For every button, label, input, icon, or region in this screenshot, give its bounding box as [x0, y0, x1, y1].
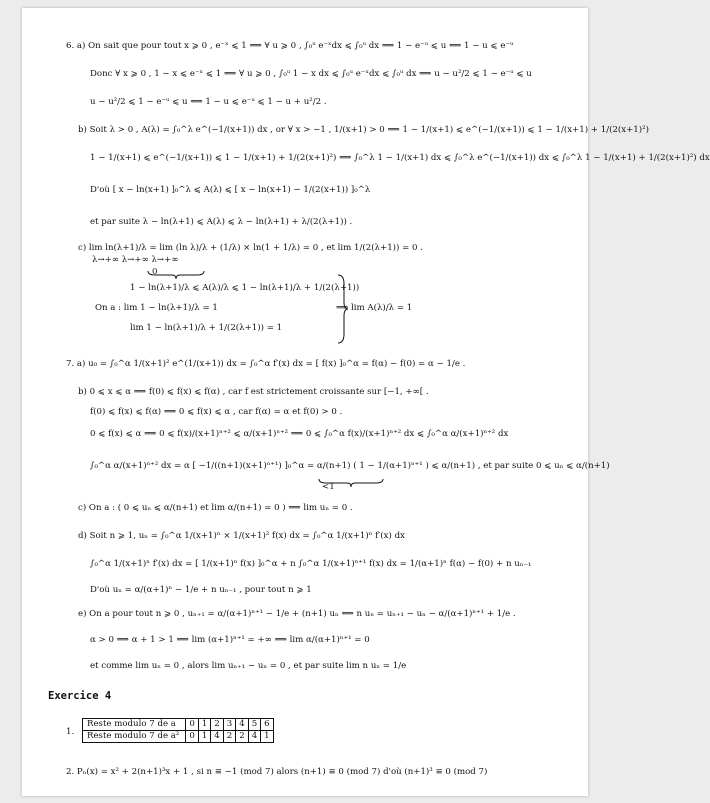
table-cell: 0: [186, 731, 198, 743]
table-cell: 2: [223, 731, 235, 743]
math-line: et par suite λ − ln(λ+1) ⩽ A(λ) ⩽ λ − ln(λ+1) + λ/(2(λ+1)) .: [90, 217, 353, 227]
table-cell: 0: [186, 719, 198, 731]
item-number: 1.: [66, 727, 75, 737]
math-line: Donc ∀ x ⩾ 0 , 1 − x ⩽ e⁻ˣ ⩽ 1 ⟹ ∀ u ⩾ 0 , ∫₀ᵘ 1 − x dx ⩽ ∫₀ᵘ e⁻ˣdx ⩽ ∫₀ᵘ dx ⟹ u − u²/2 ⩽ 1 − e⁻ᵘ ⩽ u: [90, 69, 532, 79]
table-cell: 3: [223, 719, 235, 731]
table-cell: 4: [236, 719, 248, 731]
table-cell: 6: [261, 719, 273, 731]
math-line: c) On a : ( 0 ⩽ uₙ ⩽ α/(n+1) et lim α/(n+1) = 0 ) ⟹ lim uₙ = 0 .: [78, 503, 353, 513]
table-cell: 1: [198, 719, 210, 731]
math-line: d) Soit n ⩾ 1, uₙ = ∫₀^α 1/(x+1)ⁿ × 1/(x+1)² f(x) dx = ∫₀^α 1/(x+1)ⁿ f′(x) dx: [78, 531, 405, 541]
table-cell: 2: [211, 719, 223, 731]
math-line: 0 ⩽ f(x) ⩽ α ⟹ 0 ⩽ f(x)/(x+1)ⁿ⁺² ⩽ α/(x+1)ⁿ⁺² ⟹ 0 ⩽ ∫₀^α f(x)/(x+1)ⁿ⁺² dx ⩽ ∫₀^α α/(x+1)ⁿ⁺² dx: [90, 429, 509, 439]
math-line: 2. Pₙ(x) = x² + 2(n+1)³x + 1 , si n ≡ −1 (mod 7) alors (n+1) ≡ 0 (mod 7) d'où (n+1)³ ≡ 0 (mod 7): [66, 767, 488, 777]
math-line: λ→+∞ λ→+∞ λ→+∞: [92, 255, 179, 265]
table-row: [83, 719, 274, 731]
math-line: b) Soit λ > 0 , A(λ) = ∫₀^λ e^(−1/(x+1)) dx , or ∀ x > −1 , 1/(x+1) > 0 ⟹ 1 − 1/(x+1) ⩽ e^(−1/(x+1)) ⩽ 1 − 1/(x+1) + 1/(2(x+1)²): [78, 125, 649, 135]
table-row: [83, 731, 274, 743]
math-line: 1 − 1/(x+1) ⩽ e^(−1/(x+1)) ⩽ 1 − 1/(x+1) + 1/(2(x+1)²) ⟹ ∫₀^λ 1 − 1/(x+1) dx ⩽ ∫₀^λ e^(−1/(x+1)) dx ⩽ ∫₀^λ 1 − 1/(x+1) + 1/(2(x+1)²) dx: [90, 153, 710, 163]
math-line: 1 − ln(λ+1)/λ ⩽ A(λ)/λ ⩽ 1 − ln(λ+1)/λ + 1/(2(λ+1)): [130, 283, 360, 293]
underbrace-label: 0: [152, 267, 158, 277]
table-cell: 4: [248, 731, 260, 743]
math-line: 6. a) On sait que pour tout x ⩾ 0 , e⁻ˣ ⩽ 1 ⟹ ∀ u ⩾ 0 , ∫₀ᵘ e⁻ˣdx ⩽ ∫₀ᵘ dx ⟹ 1 − e⁻ᵘ ⩽ u ⟺ 1 − u ⩽ e⁻ᵘ: [66, 41, 514, 51]
math-line: ∫₀^α α/(x+1)ⁿ⁺² dx = α [ −1/((n+1)(x+1)ⁿ⁺¹) ]₀^α = α/(n+1) ( 1 − 1/(α+1)ⁿ⁺¹ ) ⩽ α/(n+1) , et par suite 0 ⩽ uₙ ⩽ α/(n+1): [90, 461, 610, 471]
math-line: <1: [322, 482, 335, 492]
table-cell: 1: [261, 731, 273, 743]
table-cell: 2: [236, 731, 248, 743]
math-line: ∫₀^α 1/(x+1)ⁿ f′(x) dx = [ 1/(x+1)ⁿ f(x) ]₀^α + n ∫₀^α 1/(x+1)ⁿ⁺¹ f(x) dx = 1/(α+1)ⁿ f(α) − f(0) + n uₙ₋₁: [90, 559, 532, 569]
math-line: c) lim ln(λ+1)/λ = lim (ln λ)/λ + (1/λ) × ln(1 + 1/λ) = 0 , et lim 1/(2(λ+1)) = 0 .: [78, 243, 423, 253]
table-cell: 4: [211, 731, 223, 743]
math-line: ⟹ lim A(λ)/λ = 1: [336, 303, 413, 313]
math-line: u − u²/2 ⩽ 1 − e⁻ᵘ ⩽ u ⟺ 1 − u ⩽ e⁻ᵘ ⩽ 1 − u + u²/2 .: [90, 97, 327, 107]
row-label: Reste modulo 7 de a²: [83, 731, 186, 743]
math-line: lim 1 − ln(λ+1)/λ + 1/(2(λ+1)) = 1: [130, 323, 283, 333]
math-line: 7. a) u₀ = ∫₀^α 1/(x+1)² e^(1/(x+1)) dx = ∫₀^α f′(x) dx = [ f(x) ]₀^α = f(α) − f(0) = α − 1/e .: [66, 359, 466, 369]
math-line: α > 0 ⟹ α + 1 > 1 ⟹ lim (α+1)ⁿ⁺¹ = +∞ ⟹ lim α/(α+1)ⁿ⁺¹ = 0: [90, 635, 370, 645]
math-line: On a : lim 1 − ln(λ+1)/λ = 1: [95, 303, 218, 313]
table-cell: 5: [248, 719, 260, 731]
math-line: D'où uₙ = α/(α+1)ⁿ − 1/e + n uₙ₋₁ , pour tout n ⩾ 1: [90, 585, 312, 595]
math-line: et comme lim uₙ = 0 , alors lim uₙ₊₁ − uₙ = 0 , et par suite lim n uₙ = 1/e: [90, 661, 407, 671]
math-line: D'où [ x − ln(x+1) ]₀^λ ⩽ A(λ) ⩽ [ x − ln(x+1) − 1/(2(x+1)) ]₀^λ: [90, 185, 371, 195]
table-cell: 1: [198, 731, 210, 743]
math-line: e) On a pour tout n ⩾ 0 , uₙ₊₁ = α/(α+1)ⁿ⁺¹ − 1/e + (n+1) uₙ ⟺ n uₙ = uₙ₊₁ − uₙ − α/(α+1)ⁿ⁺¹ + 1/e .: [78, 609, 516, 619]
exercise-heading: Exercice 4: [48, 690, 112, 702]
math-line: b) 0 ⩽ x ⩽ α ⟹ f(0) ⩽ f(x) ⩽ f(α) , car f est strictement croissante sur [−1, +∞[ .: [78, 387, 429, 397]
modulo-table: [82, 718, 274, 743]
row-label: Reste modulo 7 de a: [83, 719, 186, 731]
math-line: f(0) ⩽ f(x) ⩽ f(α) ⟹ 0 ⩽ f(x) ⩽ α , car f(α) = α et f(0) > 0 .: [90, 407, 343, 417]
